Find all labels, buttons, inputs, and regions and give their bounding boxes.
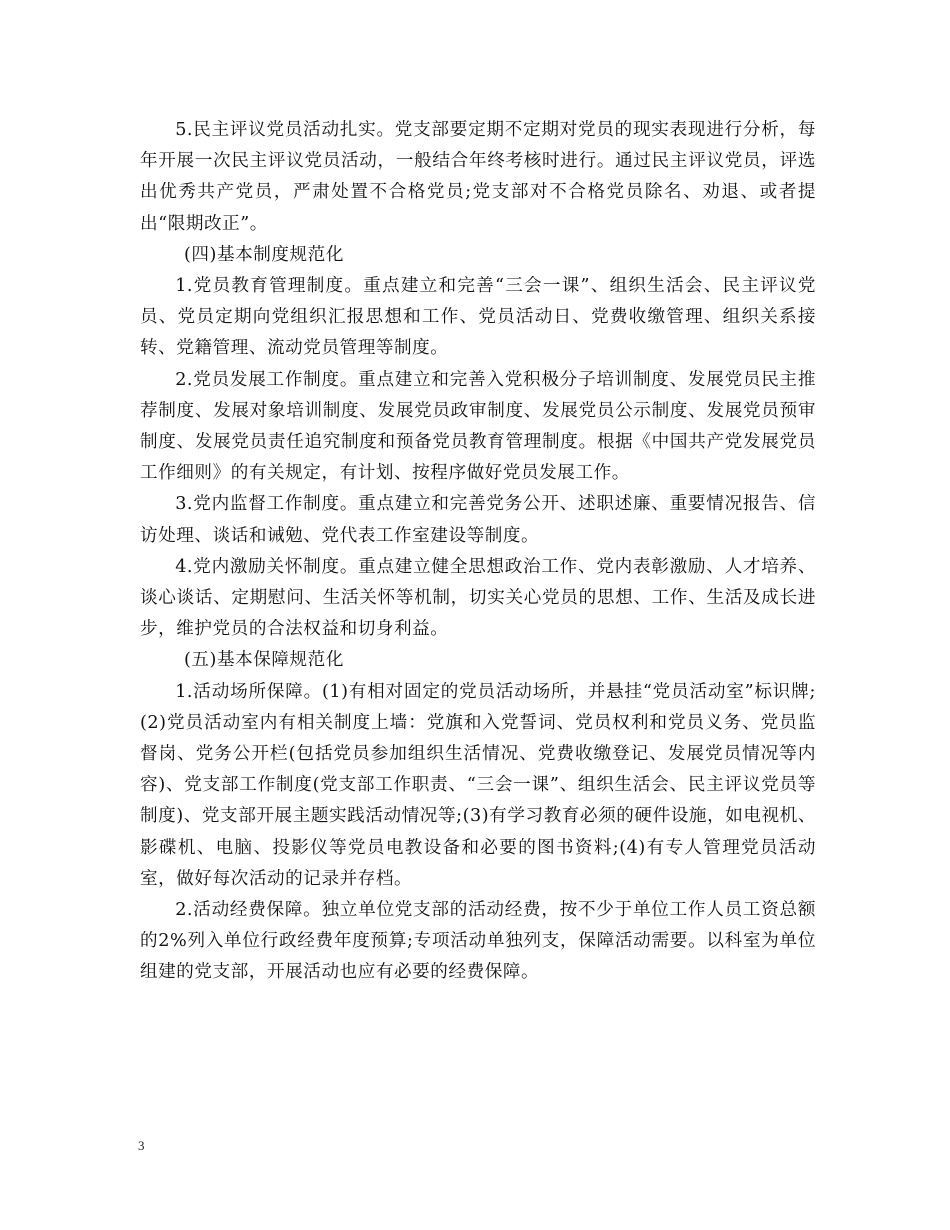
paragraph: 4.党内激励关怀制度。重点建立健全思想政治工作、党内表彰激励、人才培养、谈心谈话、定期慰问、生活关怀等机制，切实关心党员的思想、工作、生活及成长进步，维护党员的合法权益和切身利益。 — [140, 556, 816, 640]
paragraph: 5.民主评议党员活动扎实。党支部要定期不定期对党员的现实表现进行分析，每年开展一次民主评议党员活动，一般结合年终考核时进行。通过民主评议党员，评选出优秀共产党员，严肃处置不合格党员;党支部对不合格党员除名、劝退、或者提出“限期改正”。 — [140, 120, 816, 234]
paragraph: 1.活动场所保障。(1)有相对固定的党员活动场所，并悬挂“党员活动室”标识牌;(2)党员活动室内有相关制度上墙：党旗和入党誓词、党员权利和党员义务、党员监督岗、党务公开栏(包括党员参加组织生活情况、党费收缴登记、发展党员情况等内容)、党支部工作制度(党支部工作职责、“三会一课”、组织生活会、民主评议党员等制度)、党支部开展主题实践活动情况等;(3)有学习教育必须的硬件设施，如电视机、影碟机、电脑、投影仪等党员电教设备和必要的图书资料;(4)有专人管理党员活动室，做好每次活动的记录并存档。 — [140, 681, 816, 889]
page-number: 3 — [138, 1138, 145, 1153]
paragraph: 2.活动经费保障。独立单位党支部的活动经费，按不少于单位工作人员工资总额的2%列入单位行政经费年度预算;专项活动单独列支，保障活动需要。以科室为单位组建的党支部，开展活动也应有必要的经费保障。 — [140, 900, 816, 983]
paragraph: 3.党内监督工作制度。重点建立和完善党务公开、述职述廉、重要情况报告、信访处理、谈话和诫勉、党代表工作室建设等制度。 — [140, 494, 816, 546]
paragraph: 2.党员发展工作制度。重点建立和完善入党积极分子培训制度、发展党员民主推荐制度、发展对象培训制度、发展党员政审制度、发展党员公示制度、发展党员预审制度、发展党员责任追究制度和预备党员教育管理制度。根据《中国共产党发展党员工作细则》的有关规定，有计划、按程序做好党员发展工作。 — [140, 369, 816, 484]
section-heading: (五)基本保障规范化 — [183, 650, 344, 671]
document-body — [140, 115, 816, 989]
paragraph: 1.党员教育管理制度。重点建立和完善“三会一课”、组织生活会、民主评议党员、党员定期向党组织汇报思想和工作、党员活动日、党费收缴管理、组织关系接转、党籍管理、流动党员管理等制度。 — [140, 276, 816, 359]
section-heading: (四)基本制度规范化 — [183, 244, 344, 265]
